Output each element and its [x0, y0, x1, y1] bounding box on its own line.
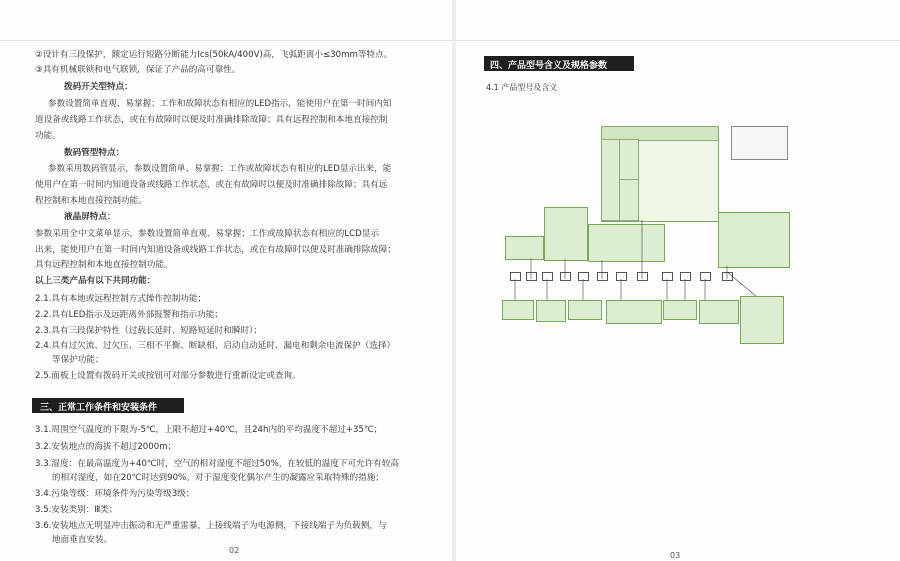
text-line: 参数设置简单直观、易掌握；工作和故障状态有相应的LED指示，能使用户在第一时间内知: [48, 99, 392, 109]
list-item: 2.3.具有三段保护特性（过载长延时、短路短延时和瞬时）；: [35, 326, 262, 336]
text-line: 使用户在第一时间内知道设备或线路工作状态，或在有故障时以便及时准确排除故障；具有远: [35, 180, 388, 190]
section-title: 三、正常工作条件和安装条件: [40, 403, 158, 413]
page-number: 03: [670, 551, 681, 560]
page-number: 02: [229, 546, 240, 555]
list-item: 2.4.具有过欠流、过欠压、三相不平衡、断缺相、启动自动延时、漏电和剩余电流保护（选择）: [35, 341, 396, 351]
condition-line: 的相对湿度，如在20℃时达到90%。对于湿度变化偶尔产生的凝露应采取特殊的措施；: [52, 473, 384, 483]
condition-line: 3.1.周围空气温度的下限为-5℃，上限不超过+40℃，且24h内的平均温度不超过+35℃；: [35, 425, 383, 435]
condition-line: 3.3.湿度：在最高温度为+40℃时，空气的相对湿度不超过50%，在较低的温度下可允许有较高: [35, 459, 400, 469]
text-line: 道设备或线路工作状态，或在有故障时以便及时准确排除故障；具有远程控制和本地直接控制: [35, 115, 388, 125]
subheading: 以上三类产品有以下共同功能：: [35, 276, 156, 286]
subheading: 液晶屏特点：: [64, 212, 116, 222]
text-line: 参数采用数码管显示，参数设置简单、易掌握；工作或故障状态有相应的LED显示出来，能: [48, 164, 392, 174]
text-line: 功能。: [35, 131, 61, 141]
list-item: 2.1.具有本地或远程控制方式操作控制功能；: [35, 294, 207, 304]
condition-line: 3.6.安装地点无明显冲击振动和无严重雷暴，上接线端子为电源侧，下接线端子为负载侧，与: [35, 521, 387, 531]
list-item: 2.2.具有LED指示及远距离外部报警和指示功能；: [35, 310, 223, 320]
subheading: 拨码开关型特点：: [64, 82, 133, 92]
text-line: ②设计有三段保护，额定运行短路分断能力Ics(50kA/400V)高，飞弧距离小≤30mm等特点。: [35, 50, 393, 60]
text-line: 程控制和本地直接控制功能。: [35, 196, 147, 206]
subheading: 数码管型特点：: [64, 148, 125, 158]
list-item: 2.5.面板上设置有拨码开关或按钮可对部分参数进行重新设定或查询。: [35, 371, 301, 381]
text-line: 参数采用全中文菜单显示，参数设置简单直观、易掌握；工作或故障状态有相应的LCD显示: [35, 229, 379, 239]
connector-lines: [456, 0, 900, 561]
list-item: 等保护功能；: [52, 355, 104, 365]
right-page: [456, 0, 900, 561]
text-line: ③具有机械联锁和电气联锁，保证了产品的高可靠性。: [35, 65, 241, 75]
text-line: 出来，能使用户在第一时间内知道设备或线路工作状态，或在有故障时以便及时准确排除故障；: [35, 245, 396, 255]
text-line: 具有远程控制和本地直接控制功能。: [35, 260, 173, 270]
subtitle: 4.1 产品型号及含义: [486, 83, 558, 92]
condition-line: 地面垂直安装。: [52, 535, 113, 545]
condition-line: 3.5.安装类别：Ⅲ类；: [35, 505, 118, 515]
condition-line: 3.2.安装地点的海拔不超过2000m；: [35, 442, 177, 452]
section-title: 四、产品型号含义及规格参数: [490, 61, 608, 71]
top-rule: [0, 40, 452, 41]
section-header: [32, 398, 184, 413]
condition-line: 3.4.污染等级：环境条件为污染等级3级；: [35, 489, 195, 499]
